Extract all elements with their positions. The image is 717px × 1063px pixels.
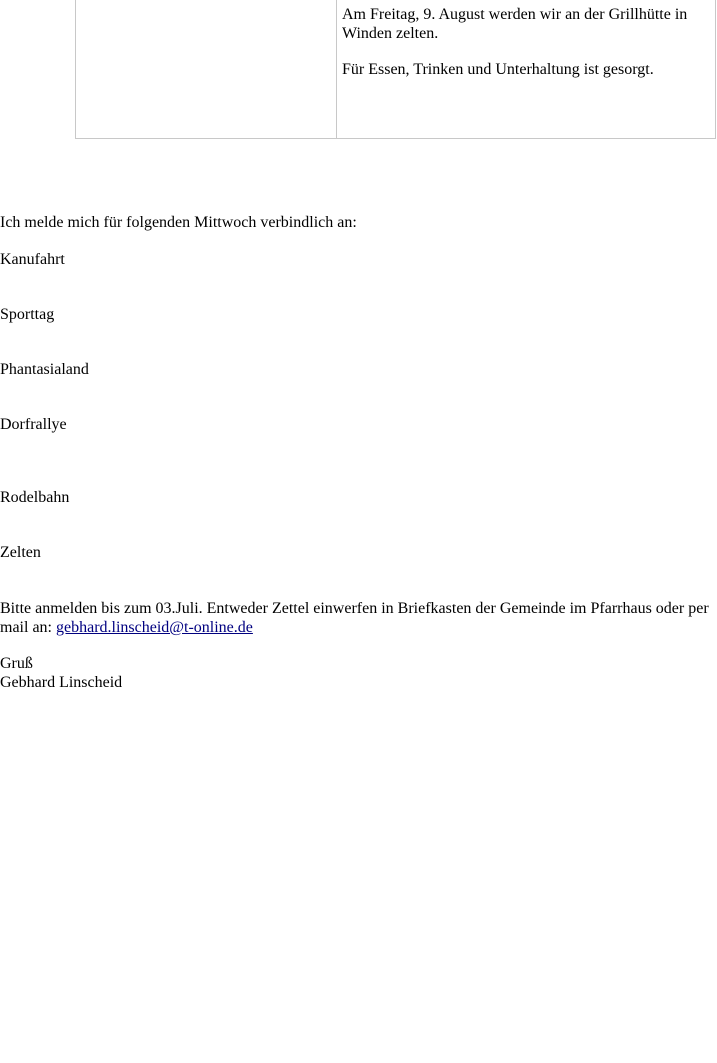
option-dorfrallye: Dorfrallye (0, 416, 67, 433)
camping-info: Am Freitag, 9. August werden wir an der Grillhütte in Winden zelten. (342, 6, 688, 42)
option-rodelbahn: Rodelbahn (0, 489, 70, 506)
option-sporttag: Sporttag (0, 306, 55, 323)
option-zelten: Zelten (0, 544, 41, 561)
greeting: Gruß (0, 655, 33, 672)
option-phantasialand: Phantasialand (0, 361, 89, 378)
table-cell-description (337, 0, 715, 138)
deadline-paragraph (0, 599, 716, 637)
option-kanufahrt: Kanufahrt (0, 251, 65, 268)
signup-intro: Ich melde mich für folgenden Mittwoch verbindlich an: (0, 214, 357, 231)
event-table (75, 0, 716, 139)
signature-name: Gebhard Linscheid (0, 674, 123, 691)
email-link[interactable]: gebhard.linscheid@t-online.de (55, 619, 253, 636)
deadline-text: Bitte anmelden bis zum 03.Juli. Entweder Zettel einwerfen in Briefkasten der Gemeinde im Pfarrhaus oder per mail an: (0, 600, 709, 636)
table-cell-empty (76, 0, 337, 138)
catering-info: Für Essen, Trinken und Unterhaltung ist gesorgt. (342, 61, 654, 78)
